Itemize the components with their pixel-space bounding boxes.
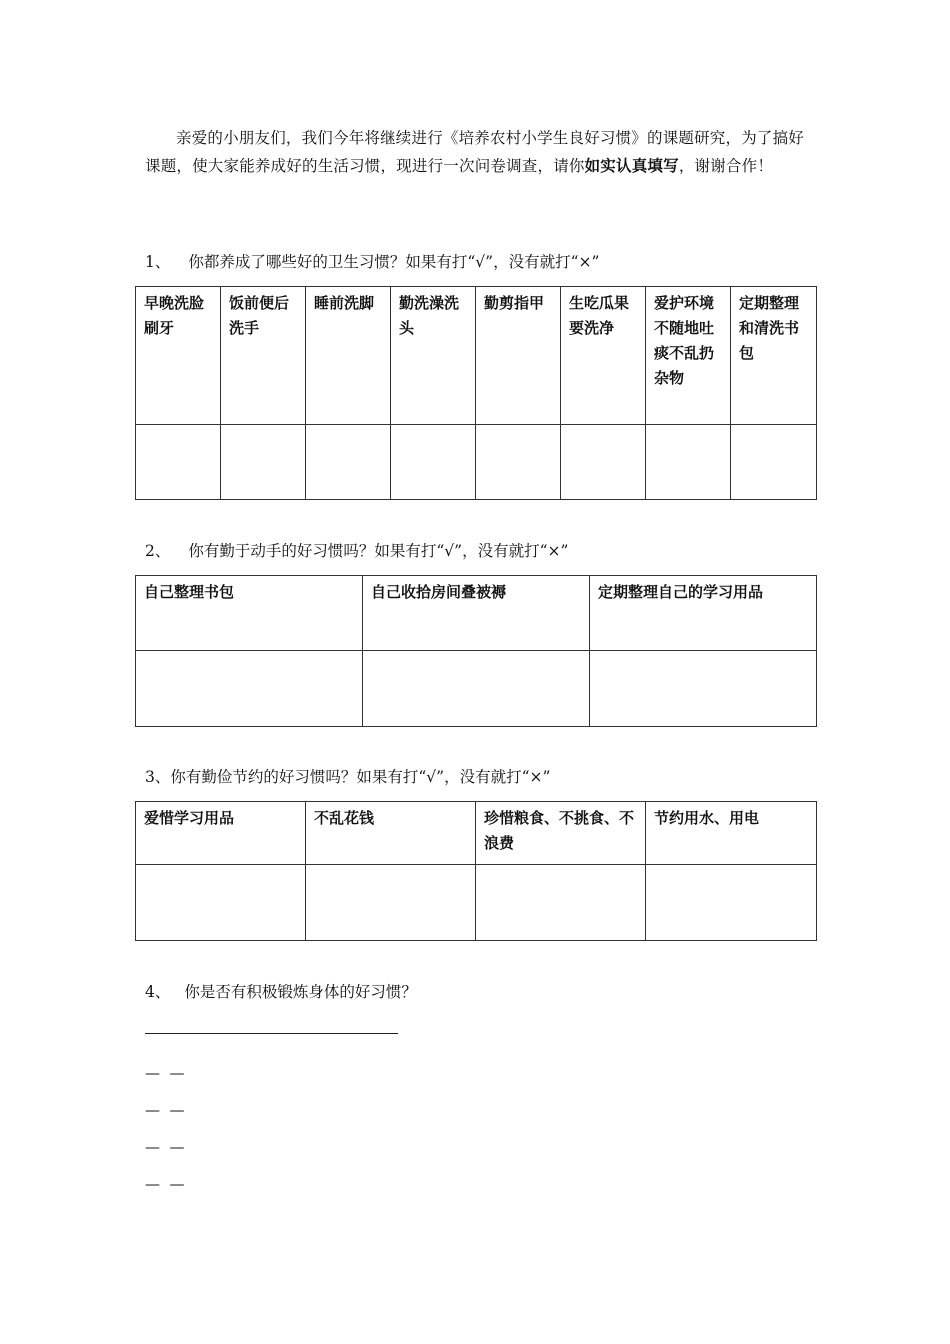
intro-text-after: ，谢谢合作！	[678, 157, 774, 175]
answer-cell[interactable]	[363, 651, 590, 727]
answer-dash-row: — —	[145, 1064, 185, 1082]
answer-line[interactable]	[145, 1033, 398, 1034]
answer-cell[interactable]	[561, 425, 646, 500]
question-1	[145, 251, 599, 273]
question-1-number: 1、	[145, 253, 171, 271]
question-2-number: 2、	[145, 542, 171, 560]
question-4-number: 4、	[145, 983, 171, 1001]
table-header-cell: 勤洗澡洗头	[391, 287, 476, 425]
answer-dash-row: — —	[145, 1138, 185, 1156]
table-header-cell: 定期整理自己的学习用品	[590, 576, 817, 651]
table-header-cell: 爱惜学习用品	[136, 802, 306, 865]
question-4	[145, 981, 417, 1003]
intro-paragraph	[145, 124, 815, 180]
table-header-cell: 勤剪指甲	[476, 287, 561, 425]
table-header-cell: 定期整理和清洗书包	[731, 287, 817, 425]
answer-cell[interactable]	[476, 425, 561, 500]
answer-dash-row: — —	[145, 1175, 185, 1193]
table-header-cell: 生吃瓜果要洗净	[561, 287, 646, 425]
hygiene-habits-table	[135, 286, 817, 500]
table-answer-row	[136, 651, 817, 727]
table-header-cell: 自己整理书包	[136, 576, 363, 651]
answer-cell[interactable]	[590, 651, 817, 727]
table-answer-row	[136, 865, 817, 941]
hands-on-habits-table	[135, 575, 817, 727]
table-header-cell: 节约用水、用电	[646, 802, 817, 865]
intro-text-before: 亲爱的小朋友们，我们今年将继续进行《培养农村小学生良好习惯》的课题研究，为了搞好课题，使大家能养成好的生活习惯，现进行一次问卷调查，请你	[145, 129, 805, 175]
table-header-row	[136, 287, 817, 425]
answer-cell[interactable]	[646, 425, 731, 500]
answer-cell[interactable]	[306, 865, 476, 941]
table-header-row	[136, 802, 817, 865]
answer-cell[interactable]	[391, 425, 476, 500]
intro-text-bold: 如实认真填写	[584, 157, 679, 175]
question-2-text: 你有勤于动手的好习惯吗？如果有打“√”，没有就打“×”	[188, 542, 569, 560]
table-header-cell: 早晚洗脸刷牙	[136, 287, 221, 425]
answer-cell[interactable]	[136, 425, 221, 500]
table-header-cell: 爱护环境不随地吐痰不乱扔杂物	[646, 287, 731, 425]
question-3-text: 你有勤俭节约的好习惯吗？如果有打“√”，没有就打“×”	[170, 768, 551, 786]
answer-cell[interactable]	[306, 425, 391, 500]
answer-dash-row: — —	[145, 1101, 185, 1119]
answer-cell[interactable]	[646, 865, 817, 941]
question-3-number: 3、	[145, 768, 171, 786]
question-1-text: 你都养成了哪些好的卫生习惯？如果有打“√”，没有就打“×”	[188, 253, 600, 271]
table-header-cell: 自己收拾房间叠被褥	[363, 576, 590, 651]
thrift-habits-table	[135, 801, 817, 941]
question-4-text: 你是否有积极锻炼身体的好习惯？	[184, 983, 417, 1001]
answer-cell[interactable]	[476, 865, 646, 941]
table-header-cell: 睡前洗脚	[306, 287, 391, 425]
answer-cell[interactable]	[136, 865, 306, 941]
table-header-cell: 不乱花钱	[306, 802, 476, 865]
answer-cell[interactable]	[221, 425, 306, 500]
table-header-row	[136, 576, 817, 651]
answer-cell[interactable]	[731, 425, 817, 500]
table-answer-row	[136, 425, 817, 500]
question-3	[145, 766, 550, 788]
table-header-cell: 珍惜粮食、不挑食、不浪费	[476, 802, 646, 865]
answer-cell[interactable]	[136, 651, 363, 727]
question-2	[145, 540, 568, 562]
table-header-cell: 饭前便后洗手	[221, 287, 306, 425]
